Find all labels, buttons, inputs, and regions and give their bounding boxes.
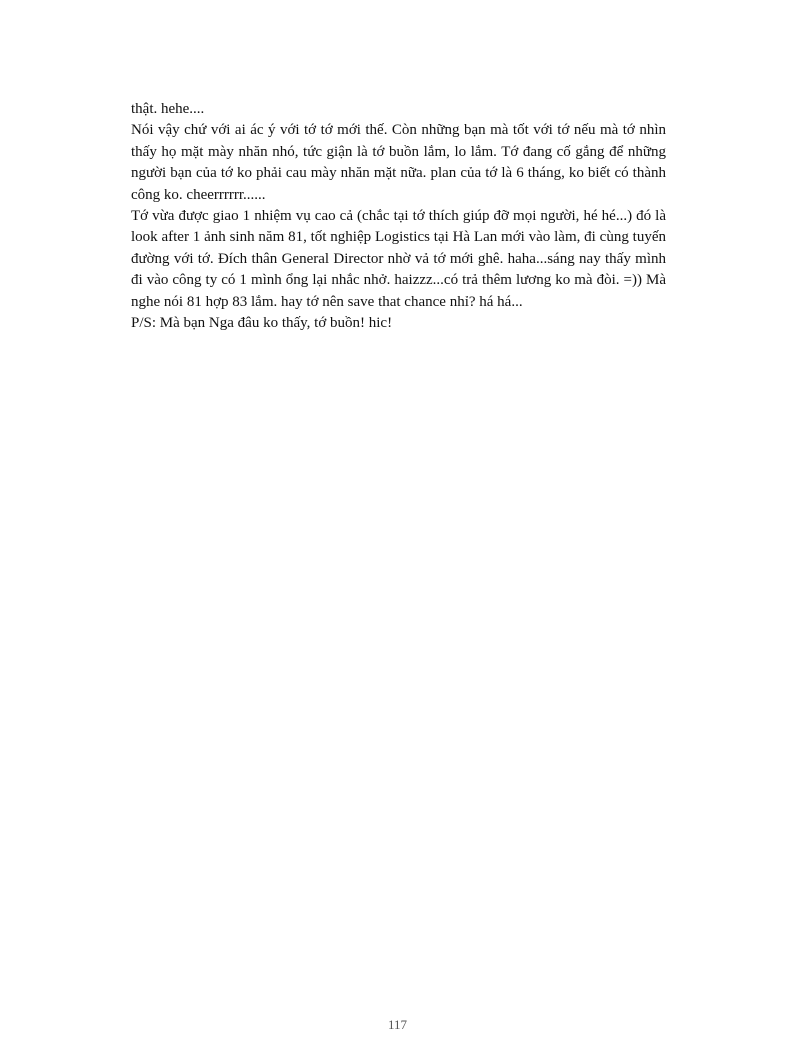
- paragraph-3: Tớ vừa được giao 1 nhiệm vụ cao cả (chắc tại tớ thích giúp đỡ mọi người, hé hé...) đó là look after 1 ảnh sinh năm 81, tốt nghiệp Logistics tại Hà Lan mới vào làm, đi cùng tuyến đường với tớ. Đích thân General Director nhờ vả tớ mới ghê. haha...sáng nay thấy mình đi vào công ty có 1 mình ổng lại nhắc nhở. haizzz...có trả thêm lương ko mà đòi. =)) Mà nghe nói 81 hợp 83 lắm. hay tớ nên save that chance nhỉ? há há...: [131, 208, 666, 310]
- paragraph-4: P/S: Mà bạn Nga đâu ko thấy, tớ buồn! hic!: [131, 315, 393, 332]
- page-number: 117: [387, 1017, 408, 1032]
- body-text: [131, 99, 666, 334]
- paragraph-2: Nói vậy chứ với ai ác ý với tớ tớ mới thế. Còn những bạn mà tốt với tớ nếu mà tớ nhìn thấy họ mặt mày nhăn nhó, tức giận là tớ buồn lắm, lo lắm. Tớ đang cố gắng để những người bạn của tớ ko phải cau mày nhăn mặt nữa. plan của tớ là 6 tháng, ko biết có thành công ko. cheerrrrrr......: [131, 122, 666, 203]
- paragraph-1: thật. hehe....: [131, 101, 205, 117]
